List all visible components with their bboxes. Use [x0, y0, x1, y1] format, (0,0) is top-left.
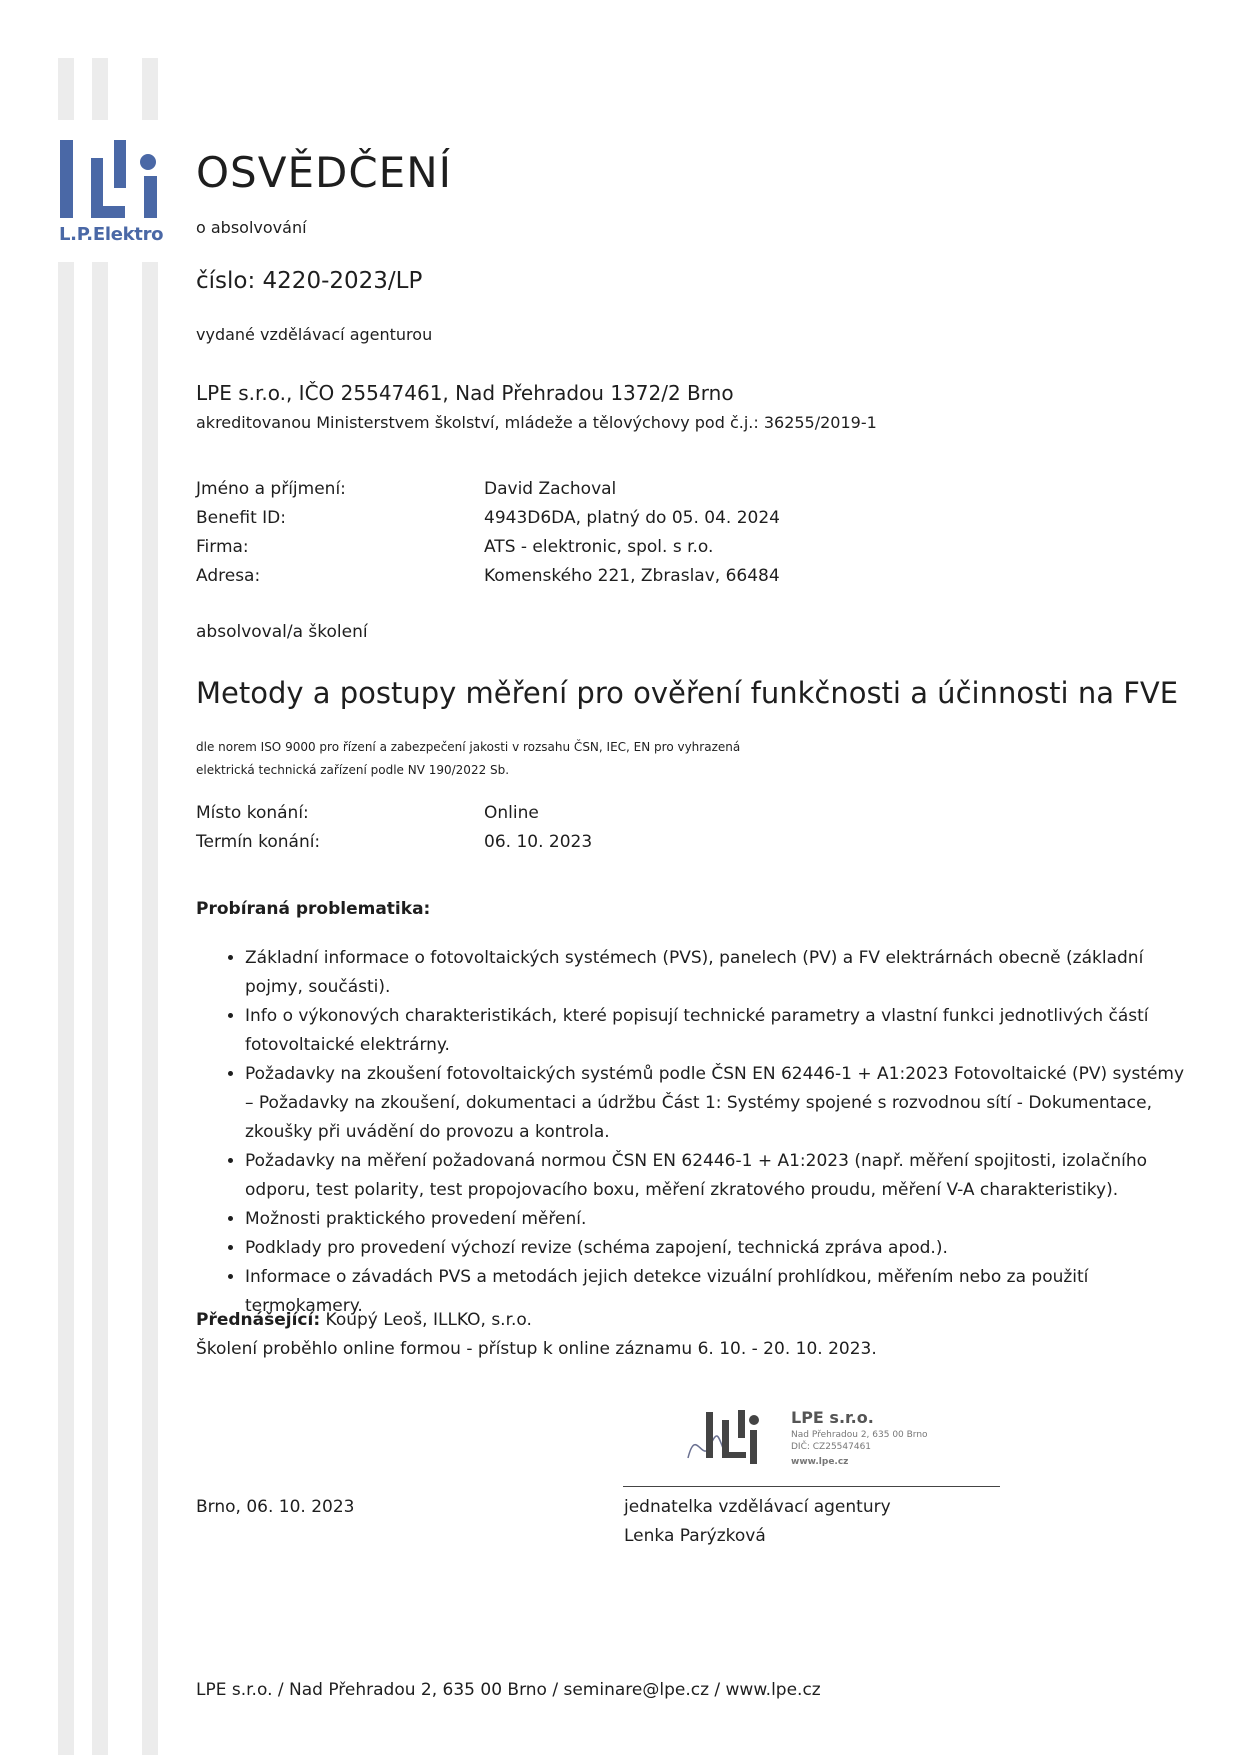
- course-detail-label: Termín konání:: [196, 832, 321, 852]
- page-title: OSVĚDČENÍ: [196, 148, 452, 197]
- course-title: Metody a postupy měření pro ověření funkčnosti a účinnosti na FVE: [196, 676, 1179, 710]
- list-item: • Možnosti praktického provedení měření.: [245, 1205, 1195, 1234]
- issuer-accreditation: akreditovanou Ministerstvem školství, mládeže a tělovýchovy pod č.j.: 36255/2019-1: [196, 413, 877, 432]
- signature-line: [623, 1486, 1000, 1487]
- norm-text: elektrická technická zařízení podle NV 190/2022 Sb.: [196, 763, 510, 777]
- lecturer-label: Přednášející:: [196, 1310, 321, 1330]
- issuer-intro: vydané vzdělávací agenturou: [196, 325, 433, 344]
- course-detail-label: Místo konání:: [196, 803, 309, 823]
- stamp-address: Nad Přehradou 2, 635 00 Brno: [791, 1430, 928, 1440]
- logo-wordmark: L.P.Elektro: [59, 224, 164, 245]
- list-item: • Informace o závadách PVS a metodách jejich detekce vizuální prohlídkou, měřením nebo za použití termokamery.: [245, 1263, 1195, 1321]
- signatory-role: jednatelka vzdělávací agentury: [624, 1497, 891, 1517]
- side-stripe: [142, 58, 158, 1755]
- list-item: • Základní informace o fotovoltaických systémech (PVS), panelech (PV) a FV elektrárnách obecně (základní pojmy, součásti).: [245, 944, 1195, 1002]
- participant-value: ATS - elektronic, spol. s r.o.: [484, 537, 714, 557]
- place-date: Brno, 06. 10. 2023: [196, 1497, 355, 1517]
- participant-value: 4943D6DA, platný do 05. 04. 2024: [484, 508, 780, 528]
- topics-heading: Probíraná problematika:: [196, 899, 431, 919]
- participant-label: Jméno a příjmení:: [196, 479, 346, 499]
- side-stripe: [92, 58, 108, 1755]
- lecturer-value: Koupý Leoš, ILLKO, s.r.o.: [320, 1310, 532, 1330]
- course-detail-value: Online: [484, 803, 539, 823]
- list-item: • Požadavky na zkoušení fotovoltaických systémů podle ČSN EN 62446-1 + A1:2023 Fotovoltaické (PV) systémy – Požadavky na zkoušení, dokumentaci a údržbu Část 1: Systémy spojené s rozvodnou sítí - Dokumentace, zkoušky při uvádění do provozu a kontrola.: [245, 1060, 1195, 1147]
- topics-list: [220, 944, 1195, 1321]
- participant-label: Benefit ID:: [196, 508, 286, 528]
- side-stripe: [58, 58, 74, 1755]
- list-item: • Info o výkonových charakteristikách, které popisují technické parametry a vlastní funkci jednotlivých částí fotovoltaické elektrárny.: [245, 1002, 1195, 1060]
- completed-label: absolvoval/a školení: [196, 622, 368, 642]
- online-note: Školení proběhlo online formou - přístup k online záznamu 6. 10. - 20. 10. 2023.: [196, 1339, 877, 1359]
- certificate-number: číslo: 4220-2023/LP: [196, 268, 423, 294]
- stamp: [791, 1408, 928, 1468]
- norm-text: dle norem ISO 9000 pro řízení a zabezpečení jakosti v rozsahu ČSN, IEC, EN pro vyhrazená: [196, 740, 741, 754]
- participant-value: David Zachoval: [484, 479, 617, 499]
- stamp-logo-icon: [684, 1406, 784, 1472]
- course-detail-value: 06. 10. 2023: [484, 832, 593, 852]
- list-item: • Podklady pro provedení výchozí revize (schéma zapojení, technická zpráva apod.).: [245, 1234, 1195, 1263]
- stamp-dic: DIČ: CZ25547461: [791, 1442, 872, 1452]
- subtitle: o absolvování: [196, 218, 307, 237]
- participant-value: Komenského 221, Zbraslav, 66484: [484, 566, 780, 586]
- issuer-name: LPE s.r.o., IČO 25547461, Nad Přehradou 1372/2 Brno: [196, 381, 734, 405]
- participant-label: Adresa:: [196, 566, 261, 586]
- lecturer-line: [196, 1310, 532, 1330]
- stamp-company: LPE s.r.o.: [791, 1408, 874, 1427]
- list-item: • Požadavky na měření požadovaná normou ČSN EN 62446-1 + A1:2023 (např. měření spojitosti, izolačního odporu, test polarity, test propojovacího boxu, měření zkratového proudu, měření V-A charakteristiky).: [245, 1147, 1195, 1205]
- stamp-web: www.lpe.cz: [791, 1457, 849, 1467]
- signatory-name: Lenka Parýzková: [624, 1526, 766, 1546]
- participant-label: Firma:: [196, 537, 249, 557]
- footer: LPE s.r.o. / Nad Přehradou 2, 635 00 Brno / seminare@lpe.cz / www.lpe.cz: [196, 1680, 821, 1700]
